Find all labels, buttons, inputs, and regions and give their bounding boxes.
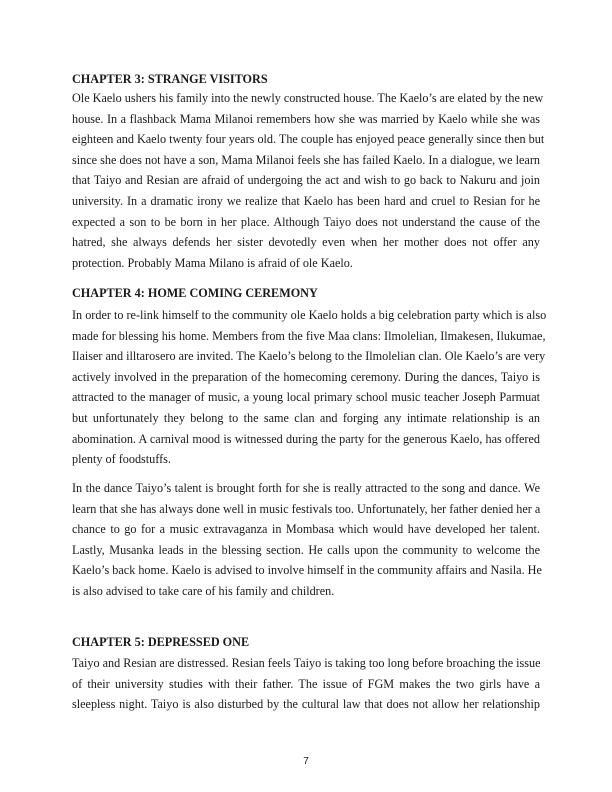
text-line: plenty of foodstuffs.	[72, 452, 171, 467]
text-line: expected a son to be born in her place. Although Taiyo does not understand the cause of the	[72, 214, 540, 229]
text-line: Ilaiser and illtarosero are invited. The Kaelo’s belong to the Ilmolelian clan. Ole Kaelo’s are very	[72, 349, 546, 364]
text-line: Lastly, Musanka leads in the blessing section. He calls upon the community to welcome the	[72, 542, 540, 557]
text-line: is also advised to take care of his family and children.	[72, 583, 335, 598]
chapter-3-heading: CHAPTER 3: STRANGE VISITORS	[72, 72, 268, 86]
chapter-4-heading: CHAPTER 4: HOME COMING CEREMONY	[72, 286, 318, 300]
text-line: made for blessing his home. Members from the five Maa clans: Ilmolelian, Ilmakesen, Ilukumae,	[72, 328, 546, 343]
text-line: In order to re-link himself to the community ole Kaelo holds a big celebration party which is also	[72, 308, 547, 322]
text-line: actively involved in the preparation of the homecoming ceremony. During the dances, Taiyo is	[72, 369, 540, 384]
text-line: that Taiyo and Resian are afraid of undergoing the act and wish to go back to Nakuru and join	[72, 173, 540, 188]
chapter-5-paragraph-1	[72, 653, 540, 715]
text-line: In the dance Taiyo’s talent is brought forth for she is really attracted to the song and dance. We	[72, 481, 540, 495]
chapter-4-paragraph-1	[72, 305, 547, 470]
chapter-3-paragraph-1	[72, 88, 545, 273]
chapter-4-paragraph-2	[72, 478, 540, 602]
text-line: attracted to the manager of music, a young local primary school music teacher Joseph Parmuat	[72, 390, 540, 405]
text-line: house. In a flashback Mama Milanoi remembers how she was married by Kaelo while she was	[72, 111, 540, 126]
text-line: abomination. A carnival mood is witnessed during the party for the generous Kaelo, has offered	[72, 431, 540, 446]
page-number: 7	[303, 756, 309, 767]
text-line: eighteen and Kaelo twenty four years old. The couple has enjoyed peace generally since then but	[72, 132, 545, 147]
text-line: learn that she has always done well in music festivals too. Unfortunately, her father denied her a	[72, 501, 541, 516]
text-line: Ole Kaelo ushers his family into the newly constructed house. The Kaelo’s are elated by the new	[72, 91, 544, 105]
text-line: of their university studies with their father. The issue of FGM makes the two girls have a	[72, 676, 540, 691]
text-line: hatred, she always defends her sister devotedly even when her mother does not offer any	[72, 235, 540, 250]
text-line: but unfortunately they belong to the same clan and forging any intimate relationship is an	[72, 410, 540, 425]
text-line: since she does not have a son, Mama Milanoi feels she has failed Kaelo. In a dialogue, we learn	[72, 152, 540, 167]
text-line: sleepless night. Taiyo is also disturbed by the cultural law that does not allow her relationship	[72, 697, 540, 712]
chapter-5-heading: CHAPTER 5: DEPRESSED ONE	[72, 635, 250, 649]
text-line: Taiyo and Resian are distressed. Resian feels Taiyo is taking too long before broaching the issue	[72, 656, 541, 670]
text-line: chance to go for a music extravaganza in Mombasa which would have developed her talent.	[72, 522, 540, 537]
text-line: protection. Probably Mama Milano is afraid of ole Kaelo.	[72, 255, 353, 270]
text-line: Kaelo’s back home. Kaelo is advised to involve himself in the community affairs and Nasila. He	[72, 563, 542, 578]
text-line: university. In a dramatic irony we realize that Kaelo has been hard and cruel to Resian for he	[72, 193, 540, 208]
